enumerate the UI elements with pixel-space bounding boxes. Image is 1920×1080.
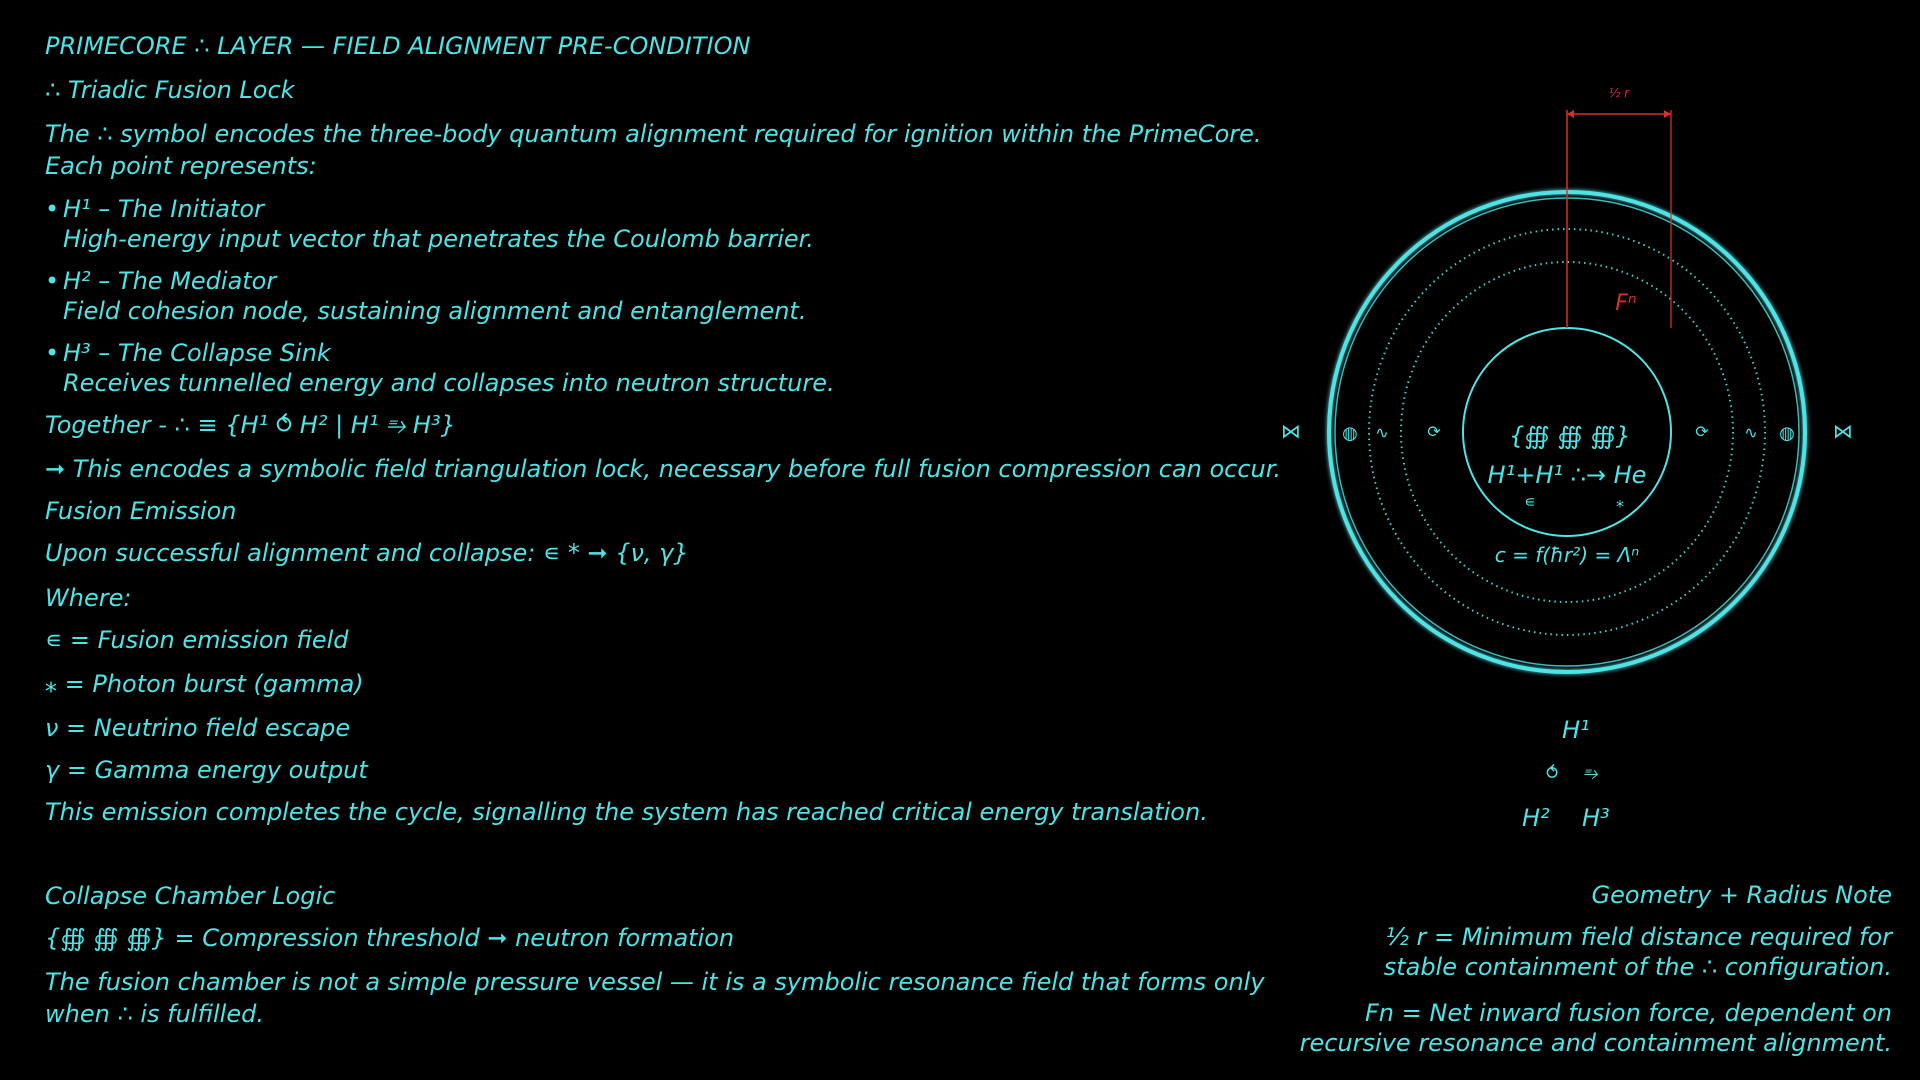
- point-h1: [45, 194, 814, 254]
- section-subtitle: ∴ Triadic Fusion Lock: [45, 76, 295, 104]
- core-emit-left: ∊: [1524, 492, 1536, 511]
- triad-bottom-left: H²: [1522, 804, 1550, 832]
- core-reaction: H¹+H¹ ∴→ He: [1487, 461, 1647, 489]
- marker-wave-right: ∿: [1744, 423, 1758, 442]
- chamber-desc: The fusion chamber is not a simple pressure vessel — it is a symbolic resonance field that forms only when ∴ is fulfilled.: [45, 968, 1265, 1028]
- together-line: Together - ∴ ≡ {H¹ ⥀ H² | H¹ ⥱ H³}: [45, 411, 456, 439]
- triad-symbol-left: ⥀: [1546, 763, 1559, 784]
- point-h3: [45, 338, 835, 398]
- note-fn: Fn = Net inward fusion force, dependent on recursive resonance and containment alignment.: [1299, 999, 1892, 1057]
- lock-line: ➞ This encodes a symbolic field triangulation lock, necessary before full fusion compression can occur.: [45, 455, 1282, 483]
- intro-paragraph: The ∴ symbol encodes the three-body quantum alignment required for ignition within the PrimeCore. Each point represents:: [45, 120, 1262, 180]
- notes-heading: Geometry + Radius Note: [1591, 881, 1892, 909]
- def-gamma: γ = Gamma energy output: [45, 756, 368, 784]
- bullet-dot: •: [45, 339, 60, 367]
- def-emission-field: ∊ = Fusion emission field: [45, 626, 349, 654]
- point-title: H¹ – The Initiator: [63, 195, 264, 223]
- point-title: H³ – The Collapse Sink: [63, 339, 331, 367]
- chamber-line: {∰ ∰ ∰} = Compression threshold ➞ neutron formation: [45, 924, 735, 952]
- def-neutrino: ν = Neutrino field escape: [45, 714, 351, 742]
- marker-wave-left: ∿: [1375, 423, 1389, 442]
- core-emit-right: ⁎: [1616, 492, 1624, 511]
- emission-line: Upon successful alignment and collapse: ∊ * ➞ {ν, γ}: [45, 539, 689, 567]
- marker-disc-left: ◍: [1342, 423, 1358, 444]
- core-symbols: {∰ ∰ ∰}: [1509, 422, 1631, 450]
- note-half-radius: ½ r = Minimum field distance required for stable containment of the ∴ configuration.: [1383, 923, 1892, 981]
- radius-arrow-left: [1567, 110, 1574, 118]
- fn-label: Fⁿ: [1615, 291, 1637, 316]
- page-title: PRIMECORE ∴ LAYER — FIELD ALIGNMENT PRE-CONDITION: [45, 32, 751, 60]
- radius-label: ½ r: [1608, 86, 1630, 100]
- point-h2: [45, 266, 806, 326]
- radius-arrow-right: [1664, 110, 1671, 118]
- emission-closing: This emission completes the cycle, signalling the system has reached critical energy translation.: [45, 798, 1208, 826]
- triad-top: H¹: [1562, 716, 1590, 744]
- marker-cycle-right: ⟳: [1695, 422, 1709, 441]
- marker-bowtie-left: ⋈: [1281, 419, 1301, 443]
- marker-cycle-left: ⟳: [1427, 422, 1441, 441]
- where-label: Where:: [45, 584, 132, 612]
- def-photon-burst: ⁎ = Photon burst (gamma): [45, 670, 364, 698]
- primecore-diagram-svg: [1270, 80, 1920, 680]
- marker-bowtie-right: ⋈: [1833, 419, 1853, 443]
- point-desc: Receives tunnelled energy and collapses into neutron structure.: [63, 369, 835, 397]
- bullet-dot: •: [45, 267, 60, 295]
- point-desc: Field cohesion node, sustaining alignment and entanglement.: [63, 297, 807, 325]
- triad-bottom-right: H³: [1582, 804, 1610, 832]
- bullet-dot: •: [45, 195, 60, 223]
- primecore-diagram: [1270, 80, 1920, 680]
- triad-symbol-right: ⥱: [1583, 763, 1598, 784]
- point-desc: High-energy input vector that penetrates the Coulomb barrier.: [63, 225, 814, 253]
- core-formula: c = f(ħr²) = Λⁿ: [1494, 543, 1640, 567]
- point-title: H² – The Mediator: [63, 267, 277, 295]
- marker-disc-right: ◍: [1779, 423, 1795, 444]
- emission-heading: Fusion Emission: [45, 497, 237, 525]
- chamber-heading: Collapse Chamber Logic: [45, 882, 336, 910]
